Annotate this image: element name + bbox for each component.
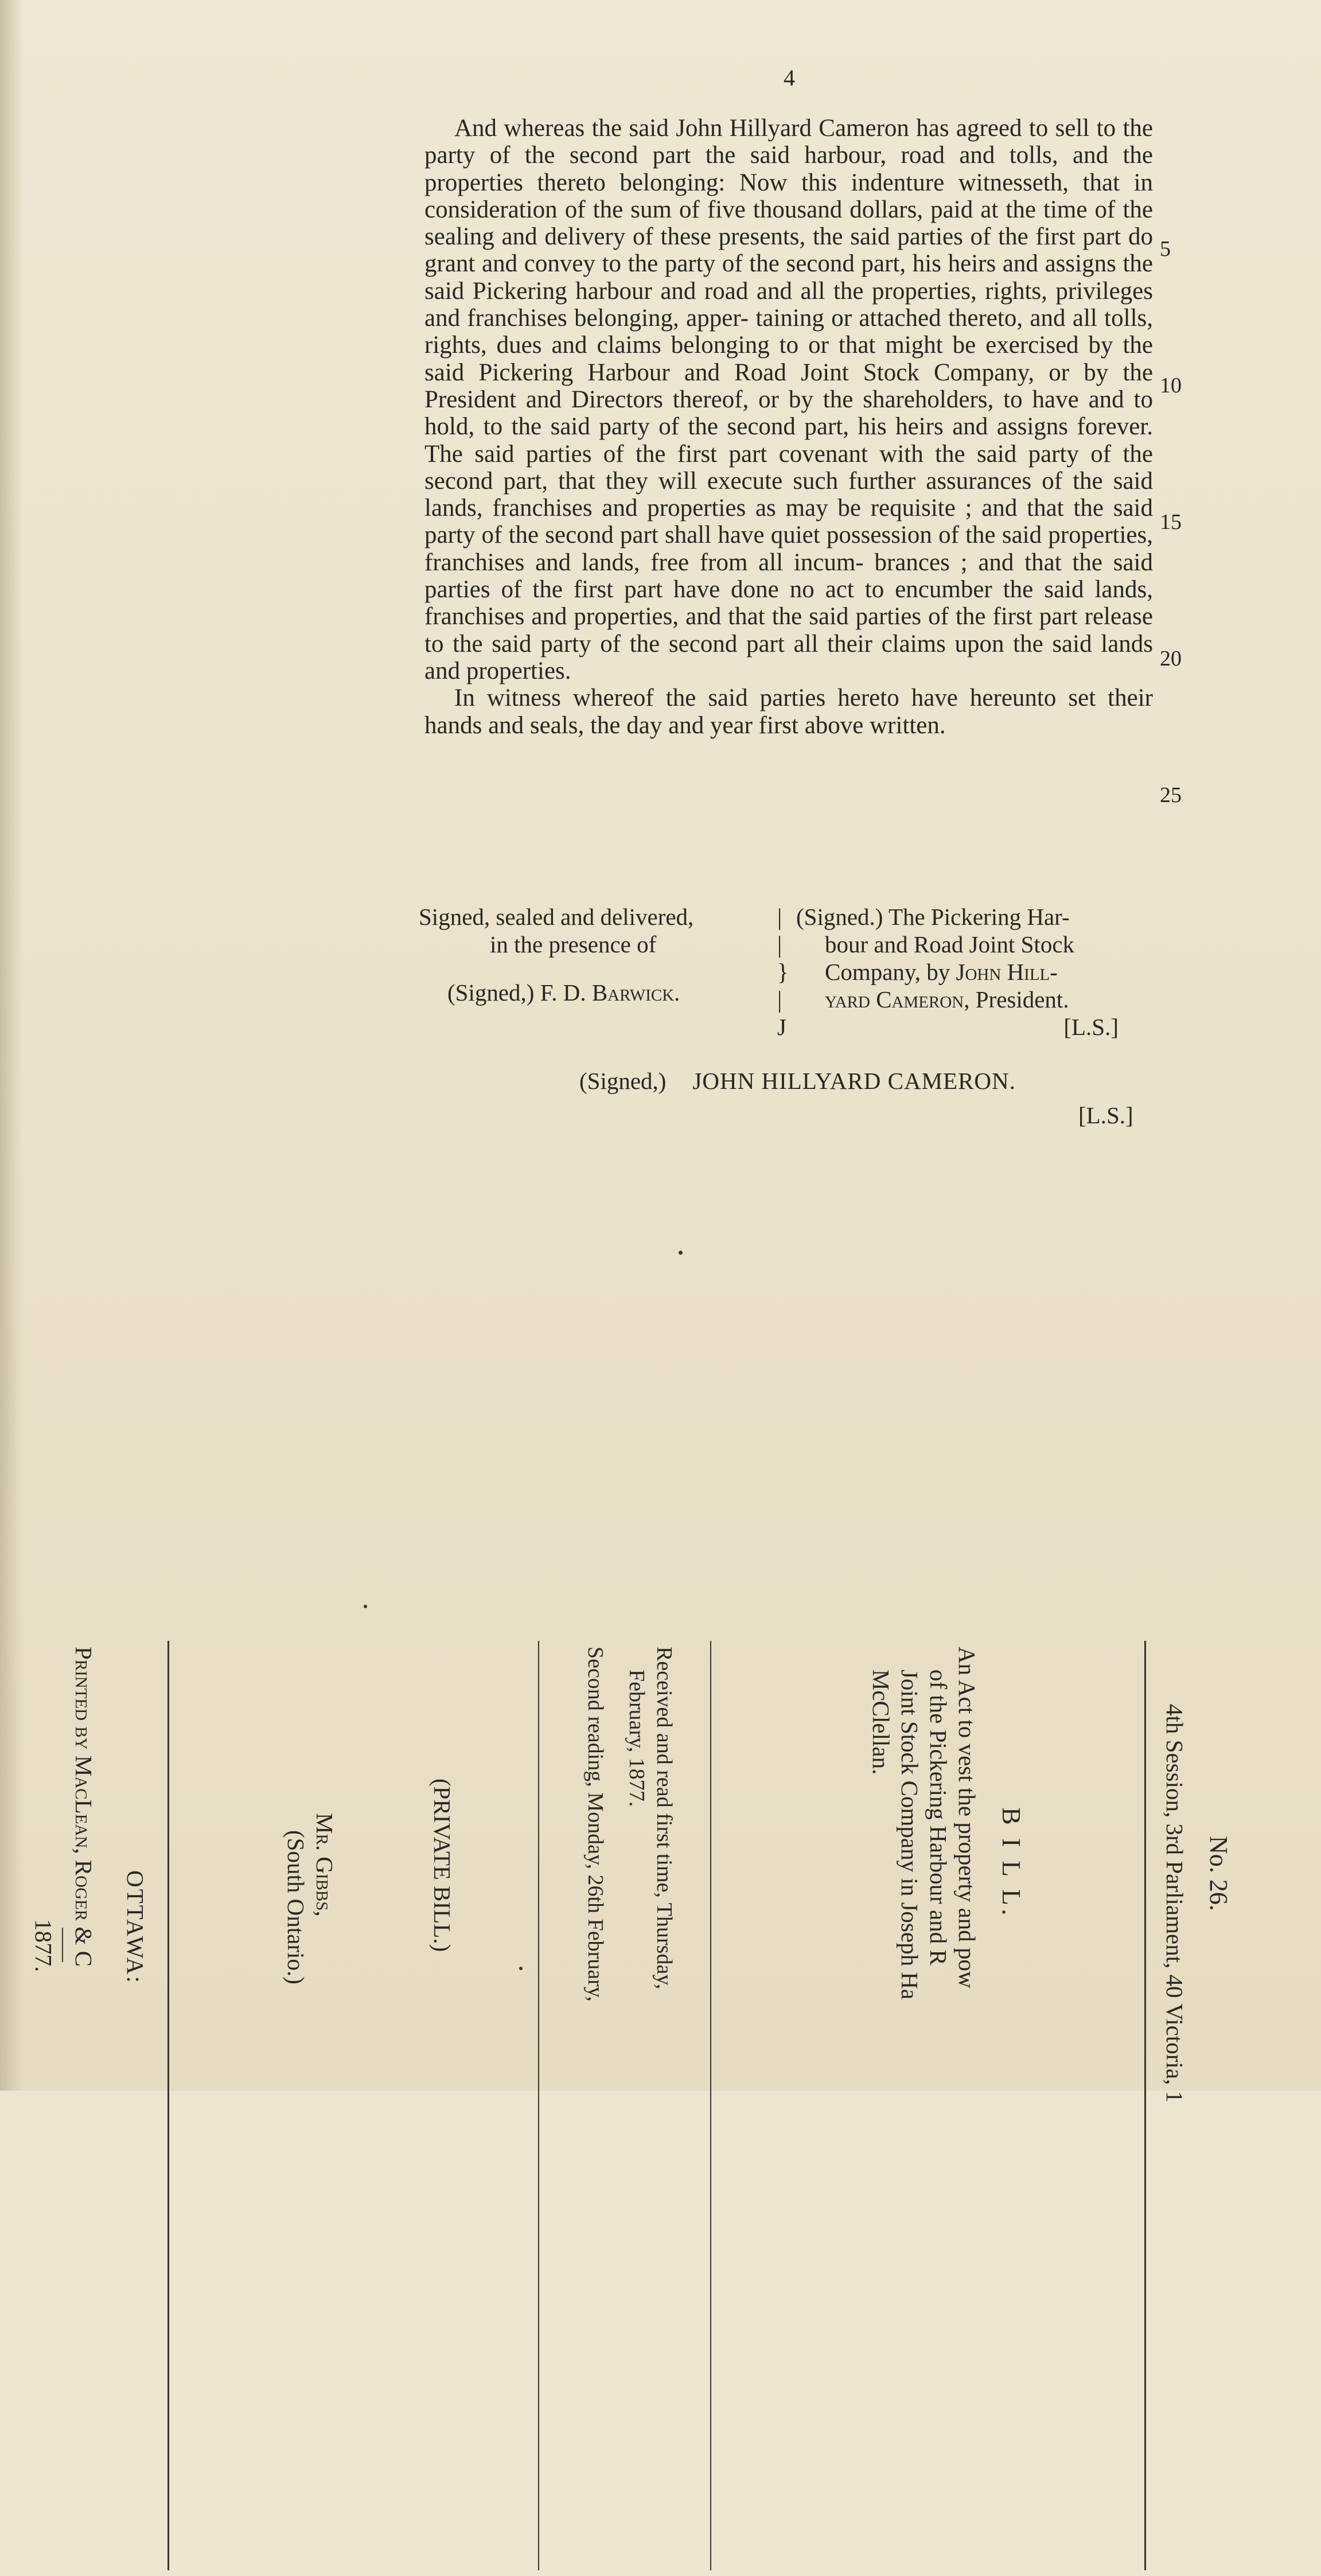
- text-line: of these presents, the said parties of the first part do grant: [424, 223, 1153, 278]
- text-line: brances ; and that the said parties of the first part have done: [424, 548, 1154, 604]
- text-line: claims belonging to or that might be exercised by the said: [424, 332, 1153, 386]
- brace: | | } | J: [777, 904, 789, 1040]
- text-line: the said properties, franchises and lands, free from all incum-: [424, 522, 1153, 576]
- cover-act-line-1: An Act to vest the property and pow: [954, 1647, 980, 1989]
- cover-second-reading: Second reading, Monday, 26th February,: [583, 1647, 607, 2002]
- cover-session: 4th Session, 3rd Parliament, 40 Victoria, 1: [1162, 1704, 1188, 2103]
- line-number-5: 5: [1160, 237, 1171, 261]
- text-line: party of the second part all their claims upon the said lands: [540, 630, 1154, 657]
- cover-place: OTTAWA:: [122, 1870, 149, 1984]
- ink-speck: [364, 1605, 367, 1608]
- company-sign-line-4: [796, 986, 1147, 1013]
- cover-printer-text: Printed by MacLean, Roger & C: [71, 1647, 97, 1967]
- ink-speck: [679, 1251, 683, 1255]
- witness-block: [419, 903, 774, 1006]
- text-line: and that the said parties of the first part release to the said: [424, 603, 1153, 657]
- indenture-text: [424, 115, 1153, 739]
- cover-rule-top: [1144, 1641, 1146, 2570]
- line-number-20: 20: [1160, 647, 1182, 671]
- company-signature-block: [796, 903, 1147, 1041]
- cover-rule-bottom: [167, 1641, 169, 2570]
- text-line: And whereas the said John Hillyard Cameron has agreed: [454, 115, 1022, 142]
- paragraph-1: [424, 115, 1153, 684]
- text-line: In witness whereof the said parties hereto have hereunto: [454, 684, 1057, 712]
- president-title: , President.: [964, 986, 1069, 1013]
- company-sign-line-3: [796, 958, 1147, 986]
- cameron-signed-label: (Signed,): [579, 1068, 667, 1094]
- signed-sealed-line: Signed, sealed and delivered,: [419, 904, 694, 930]
- text-line: indenture witnesseth, that in consideration of the sum of five: [424, 169, 1154, 223]
- cover-rule-middle: [710, 1641, 711, 2570]
- cover-private-bill: (PRIVATE BILL.): [429, 1779, 455, 1952]
- cover-received-line-1: Received and read first time, Thursday,: [652, 1647, 676, 1990]
- back-cover-rotated: [0, 1629, 1250, 2576]
- cover-act-line-4: McClellan.: [868, 1670, 894, 1775]
- cover-act-line-2: of the Pickering Harbour and R: [925, 1670, 952, 1966]
- brace-mark: }: [777, 959, 789, 985]
- witness-signature: [419, 979, 774, 1006]
- witness-name: Barwick.: [591, 979, 680, 1006]
- cameron-name: JOHN HILLYARD CAMERON.: [692, 1068, 1016, 1094]
- page-number: 4: [784, 65, 795, 91]
- text-line: heirs and assigns forever. The said parties of the first part: [424, 413, 1153, 468]
- line-number-15: 15: [1160, 510, 1182, 534]
- paragraph-2: [424, 684, 1153, 739]
- cover-year-rule: [62, 1928, 63, 1962]
- cover-member-riding: (South Ontario.): [283, 1830, 309, 1984]
- text-line: written.: [870, 711, 946, 739]
- line-number-25: 25: [1160, 783, 1182, 807]
- cover-bill-number: No. 26.: [1205, 1836, 1233, 1911]
- text-line: and properties.: [424, 657, 571, 684]
- text-line: will execute such further assurances of the said lands,: [424, 467, 1153, 522]
- presence-line: in the presence of: [490, 931, 657, 958]
- text-line: to sell to the party of the second part the said harbour, road: [424, 115, 1154, 169]
- text-line: said party of the second part shall have quiet possession of: [424, 495, 1153, 549]
- cover-printer: [70, 1647, 98, 1967]
- witness-signed-label: (Signed,) F. D.: [447, 979, 592, 1006]
- president-name-part-1: John Hill-: [956, 959, 1058, 985]
- cameron-signature: [579, 1067, 1016, 1095]
- cover-year: 1877.: [30, 1919, 57, 1972]
- text-line: the President and Directors thereof, or by the shareholders, to: [424, 359, 1154, 413]
- text-line: assigns the said Pickering harbour and road and all the: [424, 250, 1154, 305]
- company-sign-line-1: (Signed.) The Pickering Har-: [796, 904, 1070, 930]
- text-line: set their hands and seals, the day and year first above: [424, 684, 1153, 739]
- text-line: Pickering Harbour and Road Joint Stock Company, or by: [478, 359, 1109, 386]
- text-line: properties, rights, privileges and franchises belonging, apper-: [424, 277, 1153, 332]
- cover-member-text: Mr. Gibbs,: [311, 1813, 338, 1917]
- cover-member-name: [311, 1813, 338, 1917]
- text-line: thousand dollars, paid at the time of the sealing and delivery: [424, 196, 1153, 251]
- line-number-10: 10: [1160, 373, 1182, 398]
- text-line: franchises and properties as may be requisite ; and that the: [492, 495, 1104, 522]
- cover-rule-lower: [538, 1641, 539, 2570]
- cameron-seal: [L.S.]: [1078, 1102, 1133, 1129]
- text-line: no act to encumber the said lands, franchises and properties,: [424, 576, 1154, 631]
- company-seal: [L.S.]: [1063, 1014, 1119, 1040]
- company-sign-line-2: bour and Road Joint Stock: [825, 931, 1075, 958]
- company-by-label: Company, by: [825, 959, 956, 985]
- text-line: taining or attached thereto, and all tolls, rights, dues and: [424, 305, 1153, 359]
- cover-received-line-2: February, 1877.: [625, 1670, 649, 1807]
- text-line: and convey to the party of the second part, his heirs and: [482, 250, 1038, 278]
- cover-bill-heading: B I L L.: [997, 1807, 1026, 1919]
- cover-act-line-3: Joint Stock Company in Joseph Ha: [897, 1670, 923, 2000]
- text-line: covenant with the said party of the second part, that they: [424, 440, 1153, 495]
- president-name-part-2: yard Cameron: [825, 986, 964, 1013]
- text-line: have and to hold, to the said party of the second part, his: [424, 386, 1154, 441]
- text-line: and tolls, and the properties thereto belonging: Now this: [424, 142, 1154, 196]
